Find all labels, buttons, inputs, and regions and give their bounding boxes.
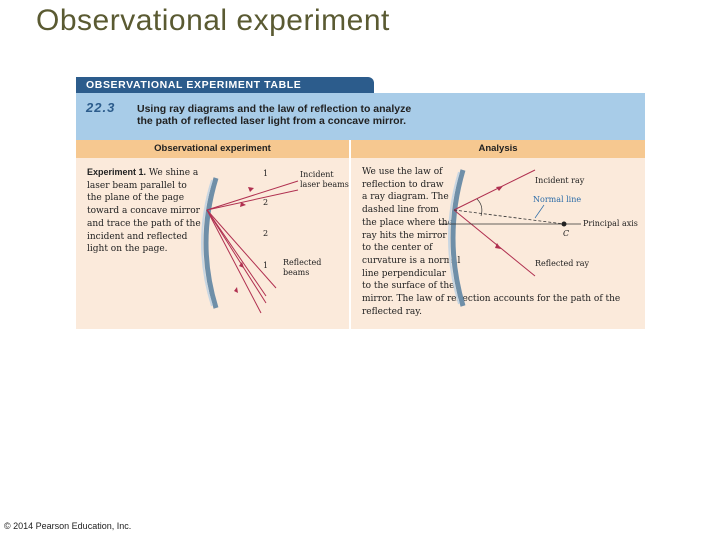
analysis-line: reflection to draw (362, 179, 444, 190)
analysis-line: to the surface of the (362, 281, 455, 292)
table-number: 22.3 (86, 100, 116, 115)
experiment-cell (76, 158, 349, 329)
reflected-ray-label: Reflected ray (535, 259, 590, 268)
table-caption (137, 103, 411, 127)
experiment-lead: Experiment 1. (87, 167, 147, 177)
ray-diagram (351, 158, 645, 329)
copyright-footer: © 2014 Pearson Education, Inc. (4, 521, 132, 531)
arrowhead (240, 202, 246, 207)
normal-dashed-line (454, 210, 564, 224)
beam-label-1-top: 1 (263, 169, 269, 178)
reflected-ray-line (454, 210, 535, 276)
arrowhead (234, 287, 238, 293)
analysis-cell (351, 158, 645, 329)
label-line: laser beams (300, 180, 349, 189)
table-tab-label: OBSERVATIONAL EXPERIMENT TABLE (76, 77, 374, 93)
incident-beam-2 (207, 190, 298, 210)
column-header-observational: Observational experiment (76, 140, 349, 158)
analysis-line: to the center of (362, 243, 433, 254)
incident-ray-line (454, 170, 535, 210)
caption-line: the path of reflected laser light from a concave mirror. (137, 115, 406, 127)
normal-line-label: Normal line (533, 195, 582, 204)
arrowhead (248, 187, 254, 192)
beam-label-1-bottom: 1 (263, 261, 269, 270)
observational-experiment-table (76, 77, 645, 329)
table-header-band (76, 93, 645, 140)
analysis-line: line perpendicular (362, 268, 447, 279)
analysis-line: the place where the (362, 217, 453, 228)
normal-line-pointer (535, 205, 544, 218)
analysis-line: curvature is a normal (362, 255, 461, 266)
label-line: Reflected (283, 258, 322, 267)
caption-line: Using ray diagrams and the law of reflection to analyze (137, 103, 412, 115)
beam-label-2-top: 2 (263, 198, 269, 207)
label-line: beams (283, 268, 310, 277)
incident-ray-label: Incident ray (535, 176, 585, 185)
analysis-line: reflected ray. (362, 306, 422, 317)
slide-title: Observational experiment (36, 4, 390, 37)
reflected-beams-label (283, 258, 321, 278)
label-line: Incident (300, 170, 334, 179)
center-of-curvature-label: C (563, 229, 570, 238)
analysis-line: mirror. The law of reflection accounts for the path of the (362, 294, 621, 305)
column-header-analysis: Analysis (351, 140, 645, 158)
analysis-line: dashed line from (362, 205, 439, 216)
principal-axis-label: Principal axis (583, 219, 638, 228)
beam-label-2-bottom: 2 (263, 229, 269, 238)
experiment-text: We shine a laser beam parallel to the plane of the page toward a concave mirror and trace the path of the incident and reflected light on the page. (87, 168, 201, 255)
incident-beams-label (300, 170, 349, 190)
center-of-curvature-dot (562, 222, 567, 227)
analysis-line: ray hits the mirror (362, 230, 447, 241)
analysis-line: We use the law of (362, 167, 443, 177)
analysis-line: a ray diagram. The (362, 192, 449, 203)
reflected-beam-2 (207, 210, 269, 296)
incident-beam-1 (207, 181, 298, 210)
